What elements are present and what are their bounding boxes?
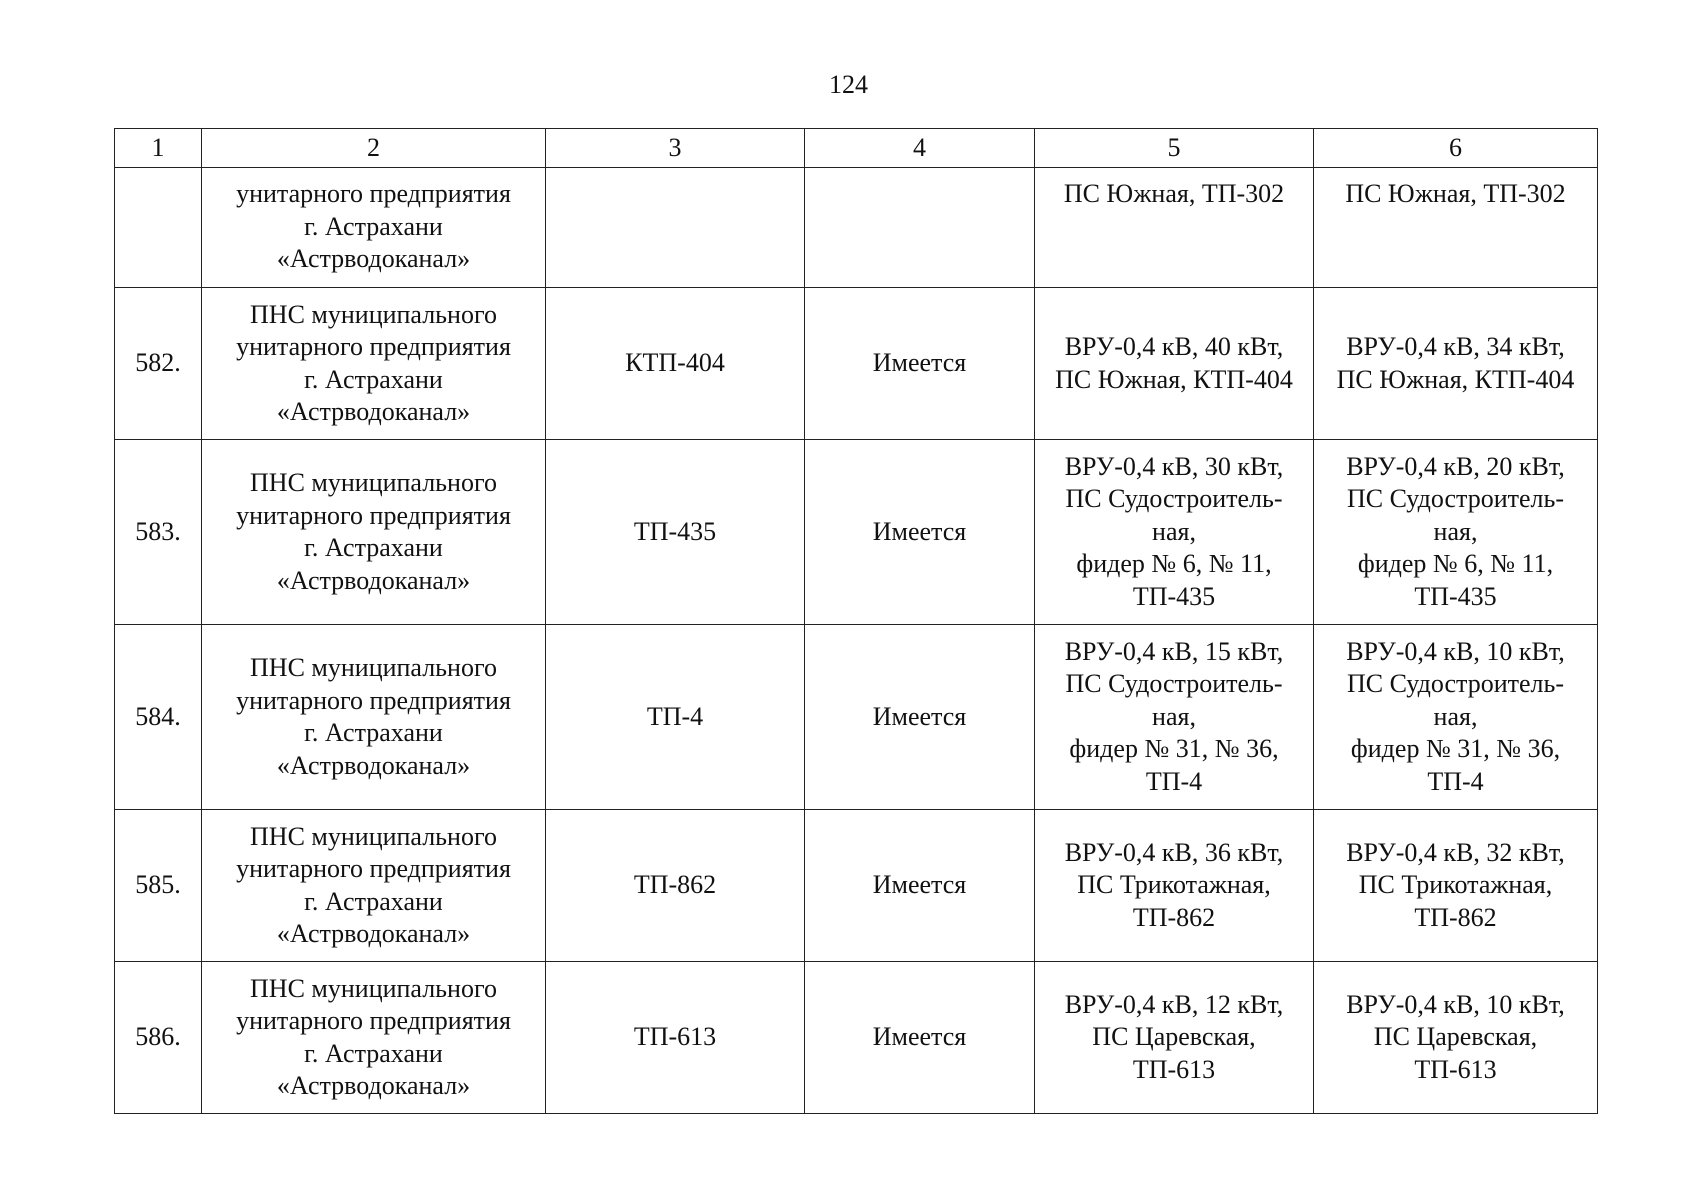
object-name: ПНС муниципального унитарного предприятия г. Астрахани «Астрводоканал» [202, 962, 546, 1114]
actual-capacity: ВРУ-0,4 кВ, 34 кВт, ПС Южная, КТП-404 [1314, 288, 1598, 440]
substation: ТП-435 [546, 440, 805, 625]
page-number: 124 [829, 70, 868, 99]
row-number: 583. [115, 440, 202, 625]
data-table [114, 128, 1598, 1114]
object-name: унитарного предприятия г. Астрахани «Астрводоканал» [202, 168, 546, 288]
table-row [115, 440, 1598, 625]
substation: ТП-862 [546, 810, 805, 962]
object-name: ПНС муниципального унитарного предприятия г. Астрахани «Астрводоканал» [202, 625, 546, 810]
column-header-2: 2 [202, 129, 546, 168]
row-number: 584. [115, 625, 202, 810]
substation: ТП-4 [546, 625, 805, 810]
actual-capacity: ВРУ-0,4 кВ, 10 кВт, ПС Царевская, ТП-613 [1314, 962, 1598, 1114]
allowed-capacity: ВРУ-0,4 кВ, 36 кВт, ПС Трикотажная, ТП-862 [1035, 810, 1314, 962]
table-row [115, 625, 1598, 810]
actual-capacity: ВРУ-0,4 кВ, 32 кВт, ПС Трикотажная, ТП-862 [1314, 810, 1598, 962]
status: Имеется [805, 962, 1035, 1114]
column-header-4: 4 [805, 129, 1035, 168]
allowed-capacity: ВРУ-0,4 кВ, 30 кВт, ПС Судостроитель- ная, фидер № 6, № 11, ТП-435 [1035, 440, 1314, 625]
header-row [115, 129, 1598, 168]
allowed-capacity: ВРУ-0,4 кВ, 12 кВт, ПС Царевская, ТП-613 [1035, 962, 1314, 1114]
table-row [115, 810, 1598, 962]
table-row [115, 288, 1598, 440]
column-header-1: 1 [115, 129, 202, 168]
row-number: 586. [115, 962, 202, 1114]
actual-capacity: ПС Южная, ТП-302 [1314, 168, 1598, 288]
row-number: 582. [115, 288, 202, 440]
allowed-capacity: ВРУ-0,4 кВ, 40 кВт, ПС Южная, КТП-404 [1035, 288, 1314, 440]
substation: КТП-404 [546, 288, 805, 440]
row-number [115, 168, 202, 288]
allowed-capacity: ПС Южная, ТП-302 [1035, 168, 1314, 288]
object-name: ПНС муниципального унитарного предприятия г. Астрахани «Астрводоканал» [202, 288, 546, 440]
allowed-capacity: ВРУ-0,4 кВ, 15 кВт, ПС Судостроитель- ная, фидер № 31, № 36, ТП-4 [1035, 625, 1314, 810]
actual-capacity: ВРУ-0,4 кВ, 20 кВт, ПС Судостроитель- ная, фидер № 6, № 11, ТП-435 [1314, 440, 1598, 625]
status: Имеется [805, 625, 1035, 810]
status: Имеется [805, 288, 1035, 440]
actual-capacity: ВРУ-0,4 кВ, 10 кВт, ПС Судостроитель- ная, фидер № 31, № 36, ТП-4 [1314, 625, 1598, 810]
object-name: ПНС муниципального унитарного предприятия г. Астрахани «Астрводоканал» [202, 810, 546, 962]
status: Имеется [805, 440, 1035, 625]
status [805, 168, 1035, 288]
status: Имеется [805, 810, 1035, 962]
row-number: 585. [115, 810, 202, 962]
object-name: ПНС муниципального унитарного предприятия г. Астрахани «Астрводоканал» [202, 440, 546, 625]
substation [546, 168, 805, 288]
substation: ТП-613 [546, 962, 805, 1114]
table-row [115, 962, 1598, 1114]
table-row [115, 168, 1598, 288]
column-header-5: 5 [1035, 129, 1314, 168]
column-header-6: 6 [1314, 129, 1598, 168]
column-header-3: 3 [546, 129, 805, 168]
